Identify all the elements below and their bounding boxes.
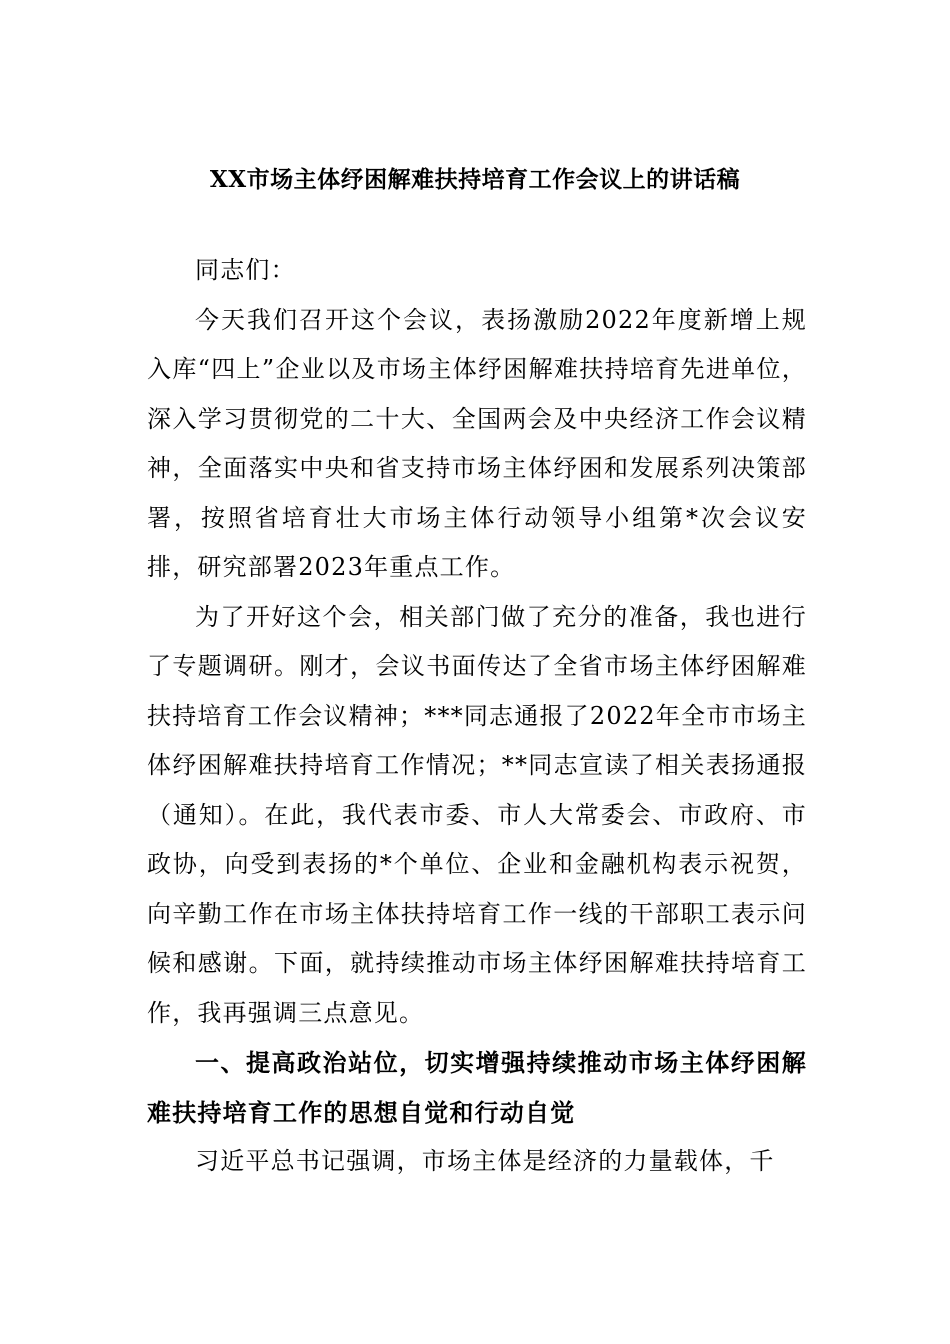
body-paragraph-2: 为了开好这个会，相关部门做了充分的准备，我也进行了专题调研。刚才，会议书面传达了全省市场主体纾困解难扶持培育工作会议精神；***同志通报了2022年全市市场主体纾困解难扶持培育工作情况；**同志宣读了相关表扬通报（通知）。在此，我代表市委、市人大常委会、市政府、市政协，向受到表扬的*个单位、企业和金融机构表示祝贺，向辛勤工作在市场主体扶持培育工作一线的干部职工表示问候和感谢。下面，就持续推动市场主体纾困解难扶持培育工作，我再强调三点意见。 (147, 602, 807, 1027)
body-paragraph-1: 今天我们召开这个会议，表扬激励2022年度新增上规入库“四上”企业以及市场主体纾困解难扶持培育先进单位，深入学习贯彻党的二十大、全国两会及中央经济工作会议精神，全面落实中央和省支持市场主体纾困和发展系列决策部署，按照省培育壮大市场主体行动领导小组第*次会议安排，研究部署2023年重点工作。 (147, 305, 807, 581)
document-body (147, 246, 807, 1187)
body-paragraph-3: 习近平总书记强调，市场主体是经济的力量载体，千 (195, 1147, 775, 1175)
section-heading: 一、提高政治站位，切实增强持续推动市场主体纾困解难扶持培育工作的思想自觉和行动自觉 (147, 1048, 807, 1127)
salutation: 同志们： (195, 256, 296, 284)
document-title: XX市场主体纾困解难扶持培育工作会议上的讲话稿 (209, 166, 741, 193)
